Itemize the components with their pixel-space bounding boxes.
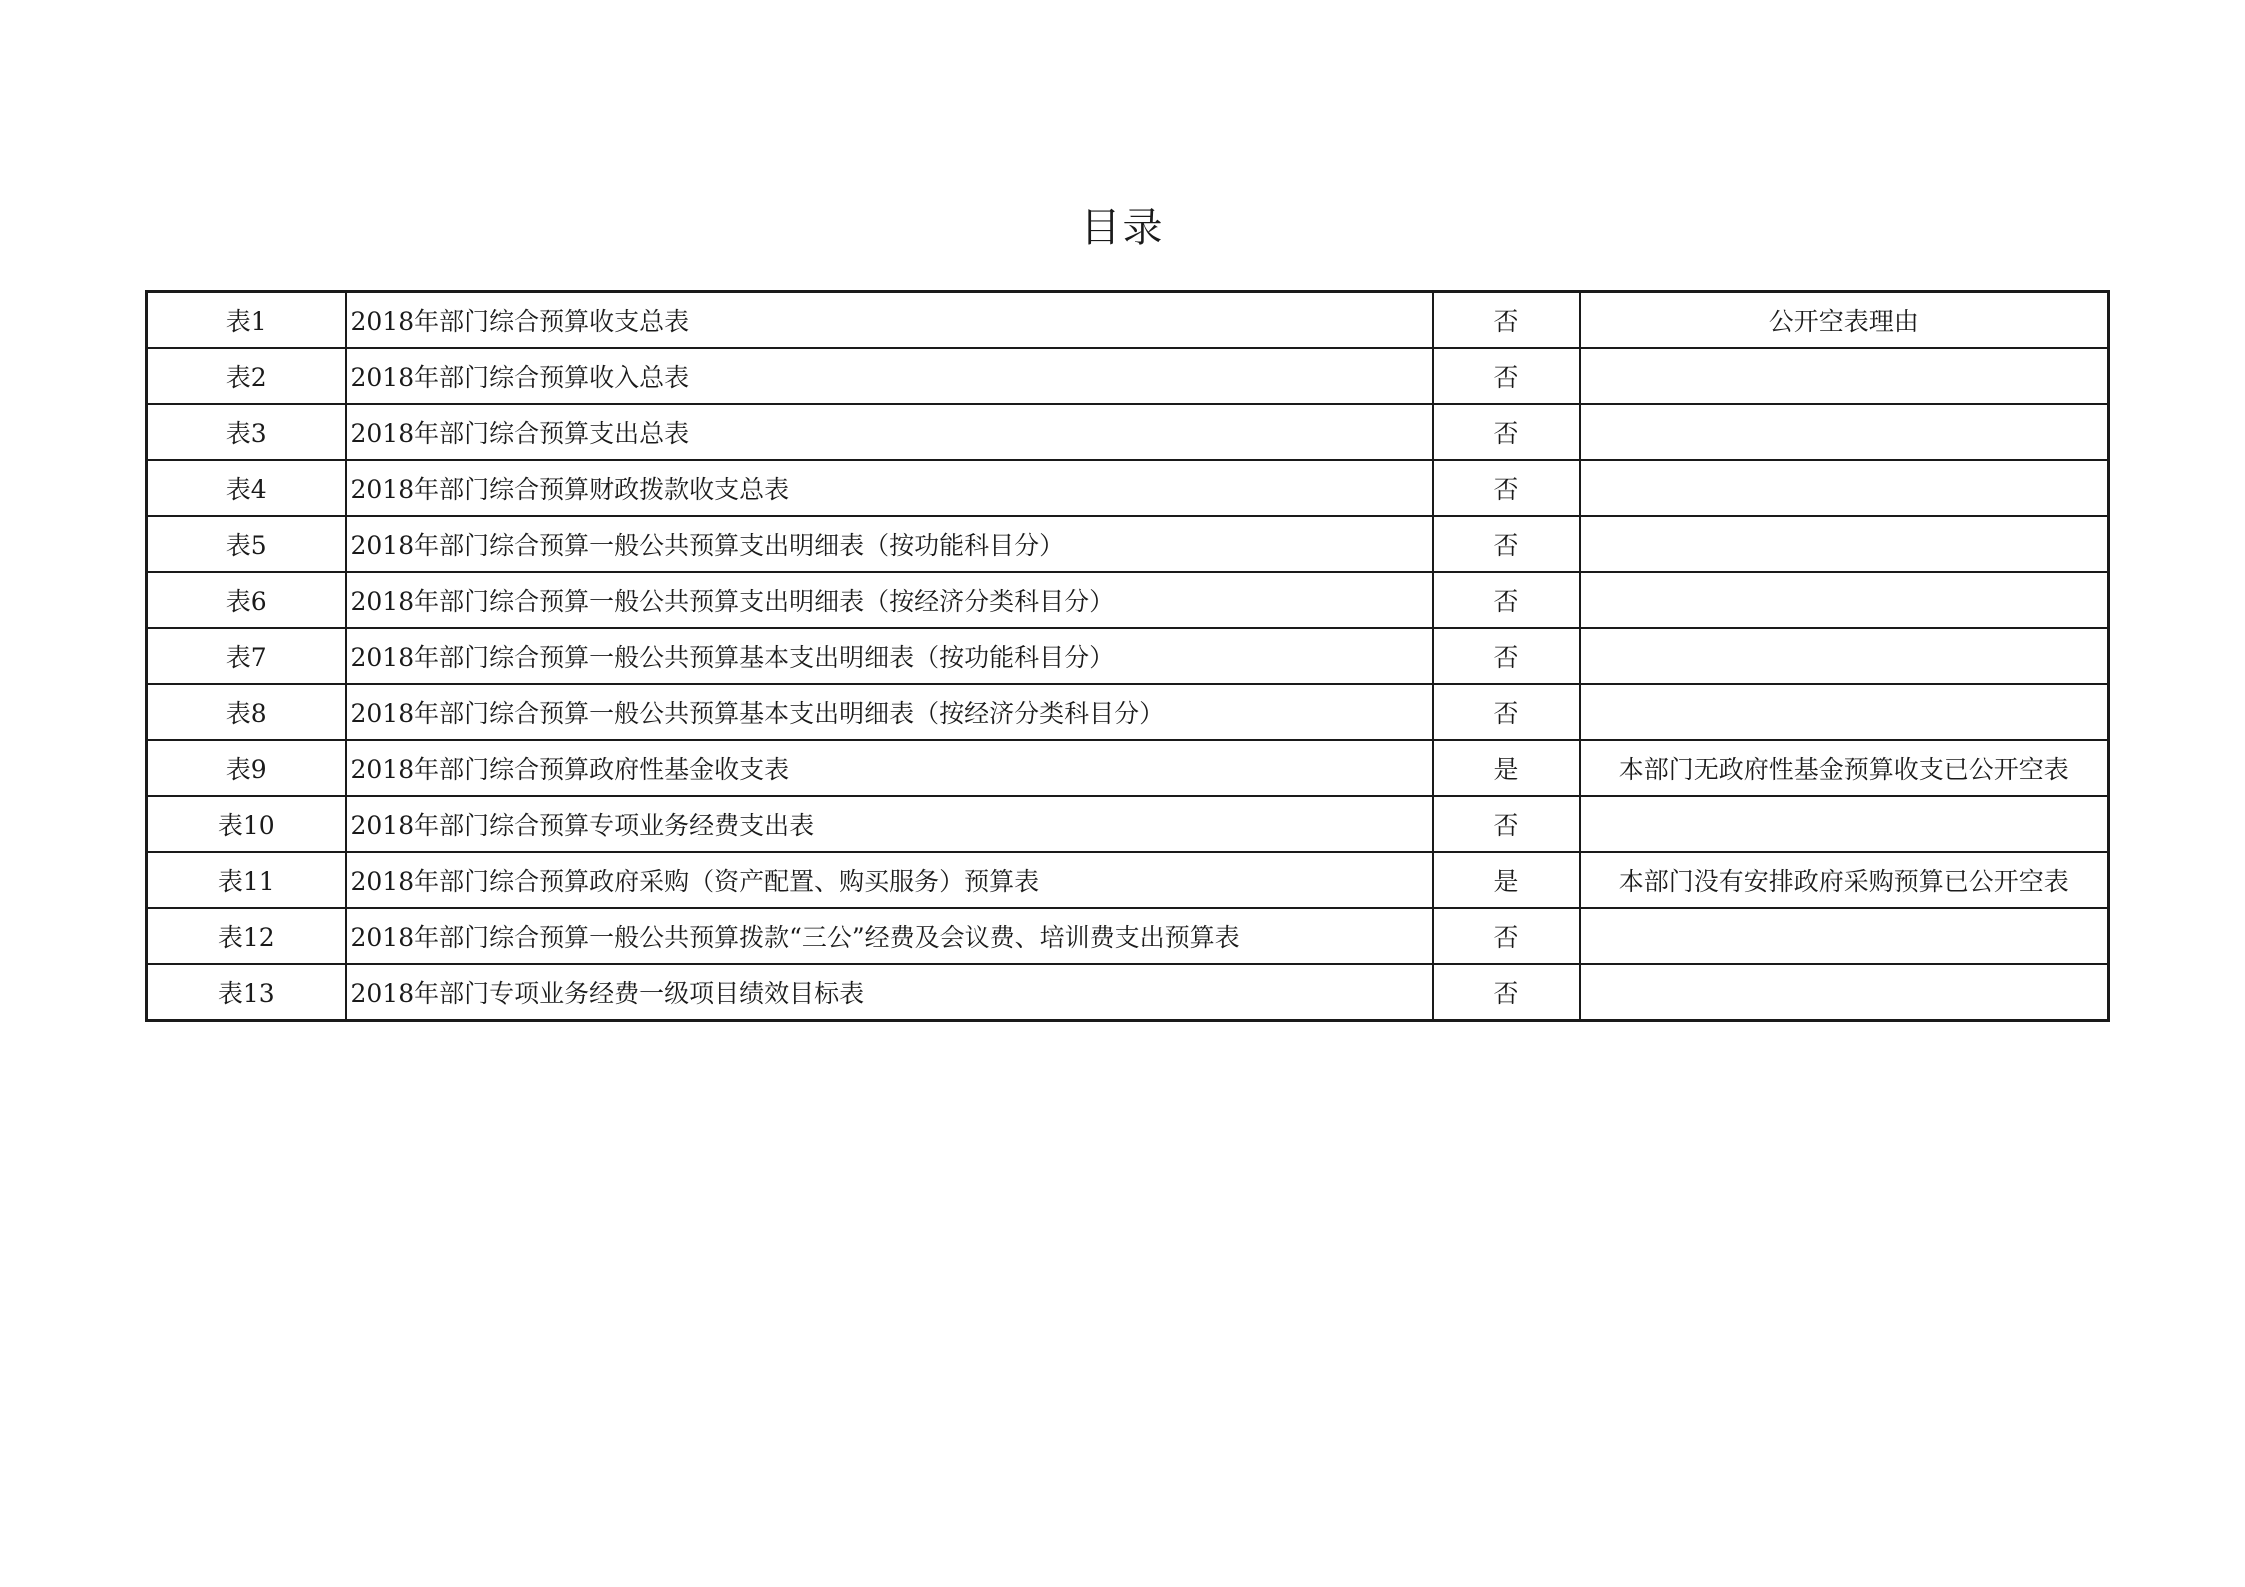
is-empty-cell: 是 [1433, 740, 1580, 796]
toc-table [145, 290, 2110, 1022]
is-empty-cell: 否 [1433, 908, 1580, 964]
table-row [147, 516, 2109, 572]
table-name-cell: 2018年部门综合预算政府性基金收支表 [346, 740, 1433, 796]
table-row [147, 852, 2109, 908]
table-row [147, 292, 2109, 349]
table-number-cell: 表12 [147, 908, 346, 964]
table-name-cell: 2018年部门综合预算一般公共预算基本支出明细表（按功能科目分） [346, 628, 1433, 684]
is-empty-cell: 否 [1433, 404, 1580, 460]
table-row [147, 460, 2109, 516]
table-name-cell: 2018年部门综合预算财政拨款收支总表 [346, 460, 1433, 516]
table-number-cell: 表1 [147, 292, 346, 349]
is-empty-cell: 否 [1433, 572, 1580, 628]
is-empty-cell: 是 [1433, 852, 1580, 908]
empty-reason-cell [1580, 628, 2109, 684]
table-name-cell: 2018年部门综合预算一般公共预算基本支出明细表（按经济分类科目分） [346, 684, 1433, 740]
table-number-cell: 表4 [147, 460, 346, 516]
is-empty-cell: 否 [1433, 796, 1580, 852]
is-empty-cell: 否 [1433, 348, 1580, 404]
table-row [147, 964, 2109, 1021]
is-empty-cell: 否 [1433, 516, 1580, 572]
empty-reason-cell [1580, 684, 2109, 740]
table-number-cell: 表11 [147, 852, 346, 908]
is-empty-cell: 否 [1433, 628, 1580, 684]
empty-reason-cell: 本部门没有安排政府采购预算已公开空表 [1580, 852, 2109, 908]
table-name-cell: 2018年部门综合预算一般公共预算支出明细表（按经济分类科目分） [346, 572, 1433, 628]
table-name-cell: 2018年部门综合预算收支总表 [346, 292, 1433, 349]
is-empty-cell: 否 [1433, 460, 1580, 516]
table-name-cell: 2018年部门综合预算一般公共预算拨款“三公”经费及会议费、培训费支出预算表 [346, 908, 1433, 964]
table-number-cell: 表7 [147, 628, 346, 684]
empty-reason-cell [1580, 516, 2109, 572]
table-number-cell: 表13 [147, 964, 346, 1021]
table-name-cell: 2018年部门综合预算专项业务经费支出表 [346, 796, 1433, 852]
table-number-cell: 表10 [147, 796, 346, 852]
empty-reason-cell: 本部门无政府性基金预算收支已公开空表 [1580, 740, 2109, 796]
table-number-cell: 表3 [147, 404, 346, 460]
is-empty-cell: 否 [1433, 684, 1580, 740]
table-row [147, 572, 2109, 628]
empty-reason-cell [1580, 460, 2109, 516]
table-name-cell: 2018年部门综合预算支出总表 [346, 404, 1433, 460]
table-row [147, 628, 2109, 684]
table-row [147, 404, 2109, 460]
table-row [147, 348, 2109, 404]
empty-reason-cell [1580, 404, 2109, 460]
table-number-cell: 表2 [147, 348, 346, 404]
is-empty-cell: 否 [1433, 292, 1580, 349]
table-name-cell: 2018年部门综合预算政府采购（资产配置、购买服务）预算表 [346, 852, 1433, 908]
table-row [147, 796, 2109, 852]
table-number-cell: 表8 [147, 684, 346, 740]
table-row [147, 908, 2109, 964]
table-name-cell: 2018年部门专项业务经费一级项目绩效目标表 [346, 964, 1433, 1021]
page-title: 目录 [1080, 205, 1165, 251]
table-number-cell: 表9 [147, 740, 346, 796]
table-number-cell: 表5 [147, 516, 346, 572]
table-number-cell: 表6 [147, 572, 346, 628]
empty-reason-cell [1580, 964, 2109, 1021]
empty-reason-cell [1580, 348, 2109, 404]
is-empty-cell: 否 [1433, 964, 1580, 1021]
table-name-cell: 2018年部门综合预算一般公共预算支出明细表（按功能科目分） [346, 516, 1433, 572]
table-row [147, 740, 2109, 796]
table-row [147, 684, 2109, 740]
empty-reason-cell [1580, 796, 2109, 852]
empty-reason-cell: 公开空表理由 [1580, 292, 2109, 349]
table-name-cell: 2018年部门综合预算收入总表 [346, 348, 1433, 404]
empty-reason-cell [1580, 908, 2109, 964]
empty-reason-cell [1580, 572, 2109, 628]
